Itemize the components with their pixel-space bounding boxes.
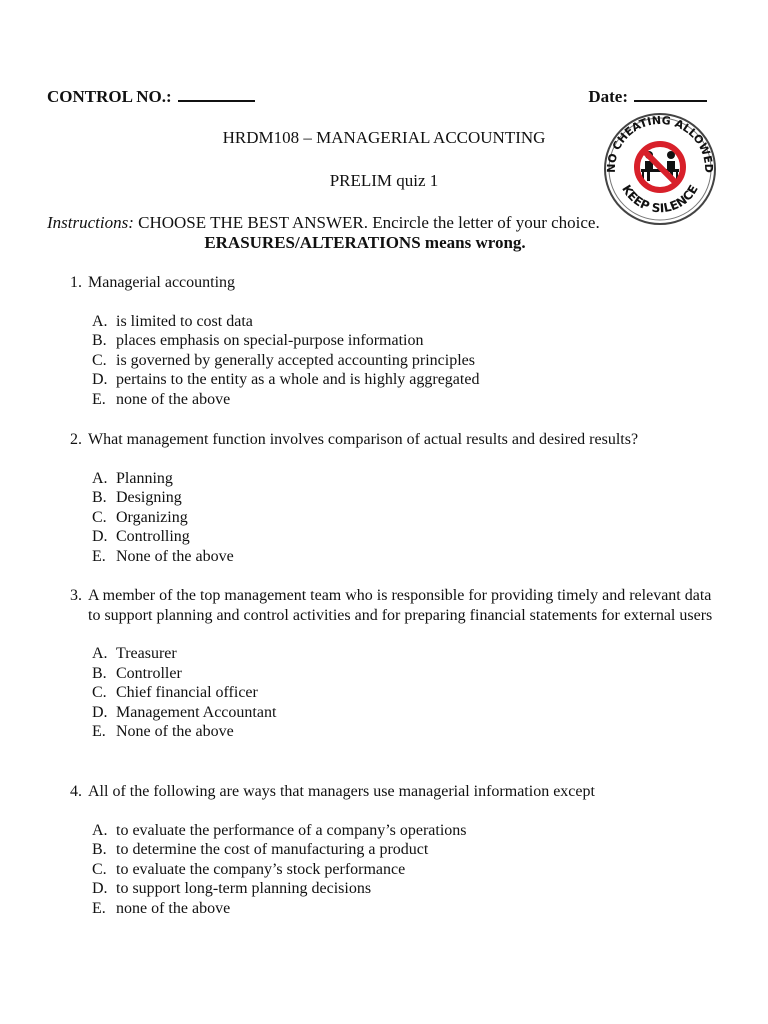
option-text: pertains to the entity as a whole and is highly aggregated xyxy=(116,371,480,388)
option-text: Treasurer xyxy=(116,645,177,662)
answer-option[interactable] xyxy=(92,860,720,880)
stamp-top-text: NO CHEATING ALLOWED xyxy=(604,113,716,173)
instructions-text: CHOOSE THE BEST ANSWER. Encircle the letter of your choice. xyxy=(133,213,600,232)
question-text: All of the following are ways that managers use managerial information except xyxy=(88,783,595,800)
question-3 xyxy=(70,586,720,742)
option-letter: A. xyxy=(92,469,108,487)
option-letter: C. xyxy=(92,684,107,701)
answer-option[interactable] xyxy=(92,840,720,860)
stamp-bottom-text: KEEP SILENCE xyxy=(619,182,701,216)
option-letter: B. xyxy=(92,489,107,506)
question-4 xyxy=(70,782,720,918)
question-stem xyxy=(70,586,720,625)
question-2 xyxy=(70,430,720,566)
answer-options xyxy=(92,821,720,919)
option-text: None of the above xyxy=(116,723,234,740)
option-text: None of the above xyxy=(116,547,234,565)
answer-option[interactable] xyxy=(92,703,720,723)
question-stem xyxy=(70,273,720,293)
question-1 xyxy=(70,273,720,409)
answer-option[interactable] xyxy=(92,879,720,899)
answer-option[interactable] xyxy=(92,331,720,351)
answer-option[interactable] xyxy=(92,547,720,567)
date-label: Date: xyxy=(588,87,628,106)
answer-option[interactable] xyxy=(92,899,720,919)
option-text: to support long-term planning decisions xyxy=(116,880,372,897)
answer-option[interactable] xyxy=(92,351,720,371)
question-stem xyxy=(70,782,720,802)
option-letter: D. xyxy=(92,880,108,897)
option-letter: C. xyxy=(92,508,107,526)
question-number: 3. xyxy=(70,587,82,604)
answer-option[interactable] xyxy=(92,664,720,684)
option-text: Designing xyxy=(116,489,182,506)
answer-option[interactable] xyxy=(92,683,720,703)
option-letter: E. xyxy=(92,899,106,917)
answer-option[interactable] xyxy=(92,390,720,410)
option-text: Organizing xyxy=(116,508,188,526)
option-letter: A. xyxy=(92,312,108,330)
option-text: Controller xyxy=(116,664,182,682)
no-cheating-stamp-icon xyxy=(595,111,725,226)
question-number: 2. xyxy=(70,431,82,448)
option-letter: D. xyxy=(92,528,108,545)
option-letter: C. xyxy=(92,351,107,369)
option-letter: C. xyxy=(92,860,107,878)
date-field xyxy=(588,84,707,107)
option-text: is governed by generally accepted accounting principles xyxy=(116,351,475,369)
option-text: Controlling xyxy=(116,528,190,545)
answer-options xyxy=(92,644,720,742)
control-number-field xyxy=(47,84,255,107)
answer-options xyxy=(92,312,720,410)
question-text: What management function involves comparison of actual results and desired results? xyxy=(88,431,639,448)
course-title: HRDM108 – MANAGERIAL ACCOUNTING xyxy=(222,128,546,147)
question-number: 1. xyxy=(70,274,82,291)
answer-option[interactable] xyxy=(92,370,720,390)
option-text: to evaluate the performance of a company’s operations xyxy=(116,821,467,839)
question-text: Managerial accounting xyxy=(88,274,236,291)
answer-option[interactable] xyxy=(92,508,720,528)
control-number-label: CONTROL NO.: xyxy=(47,87,172,106)
option-text: none of the above xyxy=(116,390,231,408)
question-stem xyxy=(70,430,720,450)
answer-option[interactable] xyxy=(92,312,720,332)
date-blank xyxy=(634,84,707,102)
option-text: none of the above xyxy=(116,899,231,917)
option-letter: D. xyxy=(92,703,108,721)
option-text: Management Accountant xyxy=(116,703,277,721)
option-letter: E. xyxy=(92,547,106,565)
instructions-warning: ERASURES/ALTERATIONS means wrong. xyxy=(204,233,526,252)
option-letter: B. xyxy=(92,664,107,682)
answer-option[interactable] xyxy=(92,644,720,664)
option-letter: B. xyxy=(92,332,107,349)
answer-option[interactable] xyxy=(92,722,720,742)
answer-option[interactable] xyxy=(92,527,720,547)
header-row xyxy=(47,84,707,112)
control-number-blank xyxy=(178,84,255,102)
option-letter: E. xyxy=(92,390,106,408)
option-text: is limited to cost data xyxy=(116,312,253,330)
option-text: places emphasis on special-purpose information xyxy=(116,332,424,349)
answer-options xyxy=(92,469,720,567)
option-text: Planning xyxy=(116,469,173,487)
question-text: A member of the top management team who is responsible for providing timely and relevant data to support planning and control activities and for preparing financial statements for external users xyxy=(88,587,713,624)
option-text: Chief financial officer xyxy=(116,684,258,701)
answer-option[interactable] xyxy=(92,488,720,508)
option-letter: A. xyxy=(92,821,108,839)
answer-option[interactable] xyxy=(92,821,720,841)
question-number: 4. xyxy=(70,783,82,800)
quiz-title: PRELIM quiz 1 xyxy=(329,171,439,190)
option-text: to determine the cost of manufacturing a product xyxy=(116,841,429,858)
answer-option[interactable] xyxy=(92,469,720,489)
option-letter: B. xyxy=(92,841,107,858)
option-letter: D. xyxy=(92,371,108,388)
option-text: to evaluate the company’s stock performance xyxy=(116,860,406,878)
option-letter: A. xyxy=(92,645,108,662)
instructions-label: Instructions: xyxy=(47,213,134,232)
option-letter: E. xyxy=(92,723,106,740)
